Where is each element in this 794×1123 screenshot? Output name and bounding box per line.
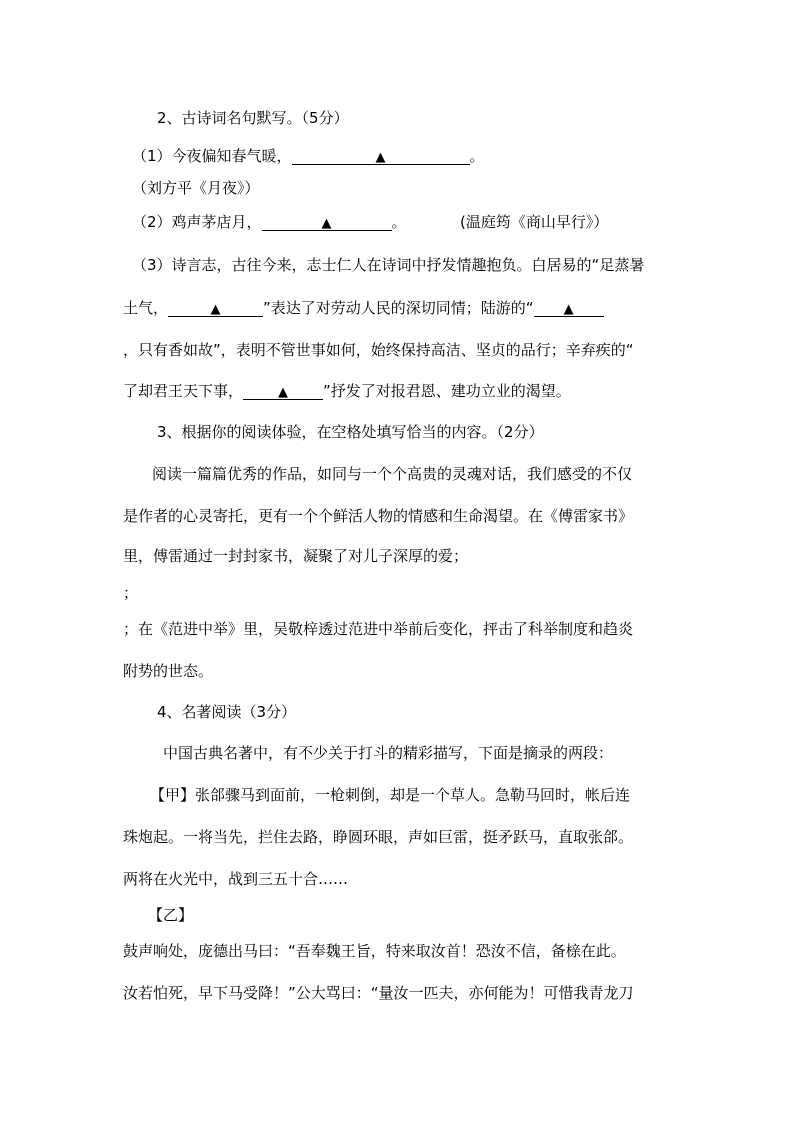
q2-item3-line2-b: ”表达了对劳动人民的深切同情；陆游的“: [263, 299, 534, 317]
q4-jia-line2: 珠炮起。一将当先，拦住去路，睁圆环眼，声如巨雷，挺矛跃马，直取张郃。: [123, 828, 634, 846]
q2-item3-line4-a: 了却君王天下事，: [123, 382, 244, 400]
q3-line3: 里，傅雷通过一封封家书，凝聚了对儿子深厚的爱；: [123, 547, 469, 565]
triangle-marker-icon: ▲: [321, 216, 332, 231]
triangle-marker-icon: ▲: [375, 150, 386, 165]
q2-heading: 2、古诗词名句默写。（5分）: [157, 109, 349, 127]
q4-yi-label: 【乙】: [148, 906, 194, 924]
q4-intro: 中国古典名著中，有不少关于打斗的精彩描写，下面是摘录的两段：: [163, 744, 614, 762]
q2-item3-line4: [123, 381, 571, 401]
triangle-marker-icon: ▲: [210, 302, 221, 317]
q2-item1-prefix: （1）今夜偏知春气暖，: [132, 147, 292, 165]
q3-heading: 3、根据你的阅读体验，在空格处填写恰当的内容。（2分）: [157, 423, 544, 441]
q4-heading: 4、名著阅读（3分）: [157, 703, 297, 721]
q4-jia-line3: 两将在火光中，战到三五十合……: [123, 870, 349, 888]
q2-item1: [132, 146, 485, 166]
q2-item1-blank[interactable]: [292, 148, 470, 165]
q3-line2: 是作者的心灵寄托，更有一个个鲜活人物的情感和生命渴望。在《傅雷家书》: [123, 507, 634, 525]
q2-item2-suffix: 。: [391, 213, 407, 231]
q4-jia-line1: 【甲】张郃骤马到面前，一枪刺倒，却是一个草人。急勒马回时，帐后连: [150, 786, 631, 804]
q2-item1-suffix: 。: [469, 147, 485, 165]
triangle-marker-icon: ▲: [563, 302, 574, 317]
q2-item2-prefix: （2）鸡声茅店月，: [132, 213, 262, 231]
q4-yi-line2: 汝若怕死，早下马受降！”公大骂曰：“量汝一匹夫，亦何能为！可惜我青龙刀: [123, 984, 634, 1002]
q2-item2: [132, 212, 407, 232]
q2-item3-line2: [123, 298, 604, 318]
q3-line1: 阅读一篇篇优秀的作品，如同与一个个高贵的灵魂对话，我们感受的不仅: [152, 465, 633, 483]
q3-line4: ；: [123, 584, 139, 602]
q4-yi-line1: 鼓声响处，庞德出马曰：“吾奉魏王旨，特来取汝首！恐汝不信，备榇在此。: [123, 942, 626, 960]
q2-item3-blank-a[interactable]: [168, 300, 263, 317]
q2-item3-blank-b[interactable]: [534, 300, 604, 317]
q2-item2-source: (温庭筠《商山早行》）: [460, 213, 609, 231]
q2-item3-line2-a: 土气，: [123, 299, 169, 317]
q2-item2-blank[interactable]: [262, 214, 392, 231]
q2-item1-source: （刘方平《月夜》）: [132, 179, 260, 197]
q2-item3-line4-b: ”抒发了对报君恩、建功立业的渴望。: [323, 382, 571, 400]
triangle-marker-icon: ▲: [278, 385, 289, 400]
q2-item3-line3: ，只有香如故”，表明不管世事如何，始终保持高洁、坚贞的品行；辛弃疾的“: [123, 341, 634, 359]
q2-item3-line1: （3）诗言志，古往今来，志士仁人在诗词中抒发情趣抱负。白居易的“足蒸暑: [132, 256, 645, 274]
q3-line5: ；在《范进中举》里，吴敬梓透过范进中举前后变化，抨击了科举制度和趋炎: [123, 620, 634, 638]
q2-item3-blank-c[interactable]: [243, 383, 323, 400]
q3-line6: 附势的世态。: [123, 662, 214, 680]
